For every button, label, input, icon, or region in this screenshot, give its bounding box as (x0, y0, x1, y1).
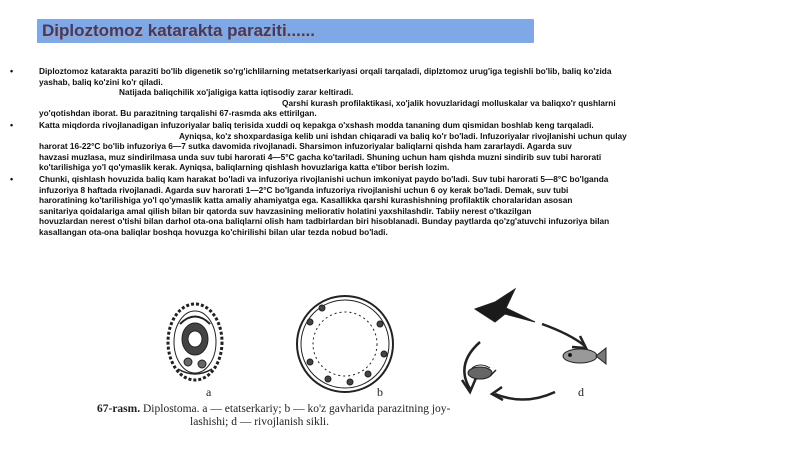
caption-line-1 (97, 403, 450, 415)
body-text (10, 66, 780, 239)
label-d: d (578, 385, 584, 399)
paragraph-3 (10, 174, 780, 238)
text-line: yo'qotishdan iborat. Bu parazitning tarqalishi 67-rasmda aks ettirilgan. (39, 108, 317, 119)
bullet-icon: • (10, 66, 14, 76)
caption-figure-number: 67-rasm. (97, 403, 141, 415)
title-banner (37, 19, 534, 43)
text-line: Natijada baliqchilik xo'jaligiga katta iqtisodiy zarar keltiradi. (119, 87, 354, 98)
label-b: b (377, 385, 383, 399)
text-line: hovuzlardan nerest o'tishi bilan darhol ota-ona baliqlarni olish ham tadbirlardan biri hisoblanadi. Bunday paytlarda qo'zg'atuvchi infuzoriya bilan (39, 216, 610, 227)
text-line: harorat 16-22°C bo'lib infuzoriya 6—7 sutka davomida rivojlanadi. Sharsimon infuzoriyalar baliqlarni qishda ham zararlaydi. Agarda suv (39, 141, 572, 152)
text-line: haroratining ko'tarilishiga yo'l qo'ymaslik katta amaliy ahamiyatga ega. Kasallikka qarshi kurashishning profilaktik choralaridan asosan (39, 195, 573, 206)
text-line: infuzoriya 8 haftada rivojlanadi. Agarda suv harorati 1—2°C bo'lganda infuzoriya rivojlanishi uchun 6 oy kerak bo'ladi. Demak, suv tubi (39, 184, 569, 195)
label-a: a (206, 385, 212, 399)
text-line: havzasi muzlasa, muz sindirilmasa unda suv tubi harorati 4—5°C gacha ko'tariladi. Shuning uchun ham qishda muzni sindirib suv tubi harorati (39, 151, 602, 162)
text-line: Katta miqdorda rivojlanadigan infuzoriyalar baliq terisida xuddi oq kepakga o'xshash modda tananing dum qismidan boshlab keng tarqaladi. (39, 119, 594, 130)
text-line: kasallangan ota-ona baliqlar boshqa hovuzga ko'chirilishi bilan ular tezda nobud bo'ladi. (39, 226, 388, 237)
bullet-icon: • (10, 173, 14, 184)
slide-title: Diploztomoz katarakta paraziti...... (42, 21, 316, 40)
text-line: ko'tarilishiga yo'l qo'ymaslik kerak. Ayniqsa, baliqlarning qishlash hovuzlariga katta e'tibor berish lozim. (39, 162, 450, 173)
figure-caption (97, 403, 677, 429)
caption-line-2: lashishi; d — rivojlanish sikli. (190, 416, 329, 428)
bullet-icon: • (10, 119, 14, 130)
text-line: Chunki, qishlash hovuzida baliq kam harakat bo'ladi va infuzoriya rivojlanishi uchun imkoniyat paydo bo'ladi. Suv tubi harorati 5—8°C bo'lganda (39, 173, 609, 184)
text-line: Diploztomoz katarakta paraziti bo'lib digenetik so'rg'ichlilarning metatserkariyasi orqali tarqaladi, diplztomoz urug'iga tegishli bo'lib, baliq ko'zida (39, 66, 612, 76)
paragraph-1 (10, 66, 780, 119)
text-line: yashab, baliq ko'zini ko'r qiladi. (39, 76, 163, 87)
text-line: Qarshi kurash profilaktikasi, xo'jalik hovuzlaridagi molluskalar va baliqxo'r qushlarni (282, 97, 616, 108)
life-cycle-drawing (462, 289, 606, 400)
metacercaria-drawing (168, 304, 222, 380)
paragraph-2 (10, 120, 780, 173)
caption-text-1: Diplostoma. a — etatserkariy; b — ko'z gavharida parazitning joy- (140, 403, 451, 415)
eye-lens-drawing (297, 296, 393, 392)
text-line: Ayniqsa, ko'z shoxpardasiga kelib uni ishdan chiqaradi va baliq ko'r bo'ladi. Infuzoriyalar rivojlanishi uchun qulay (179, 130, 627, 141)
text-line: sanitariya qoidalariga amal qilish bilan bir qatorda suv havzasining meliorativ holatini yaxshilashdir. Tabiiy nerest o'tkazilgan (39, 205, 532, 216)
